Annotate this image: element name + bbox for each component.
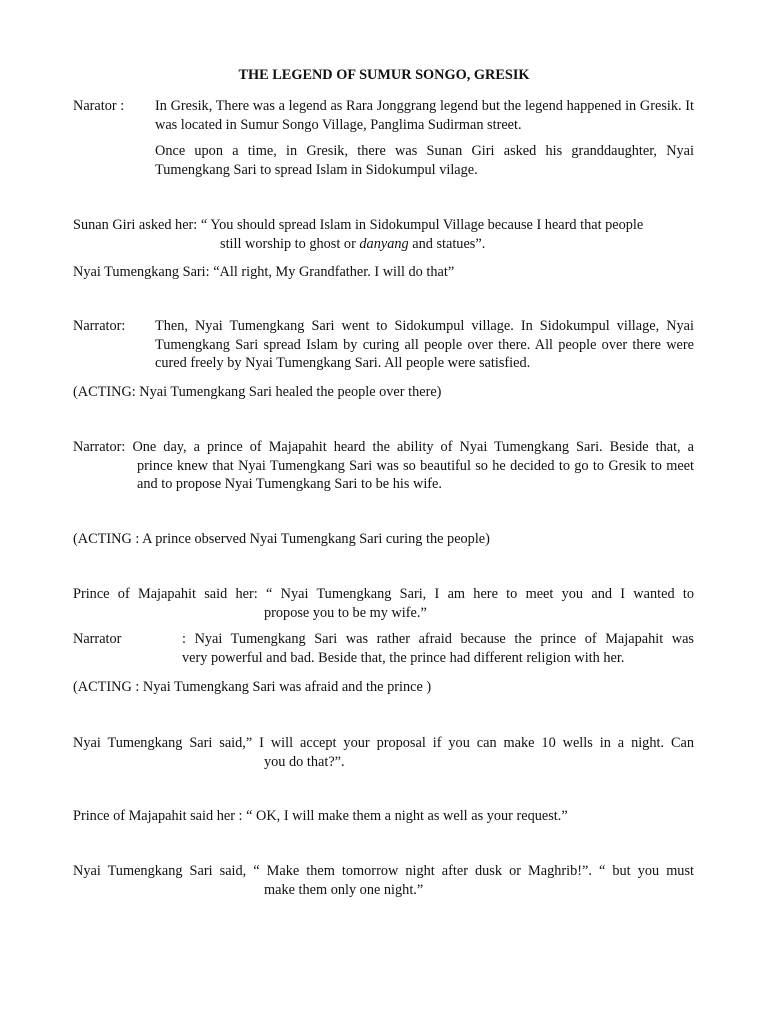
dialogue-block-sunan-giri bbox=[73, 216, 694, 253]
dialogue-line-2: propose you to be my wife.” bbox=[264, 604, 427, 621]
dialogue-line: Nyai Tumengkang Sari said,” I will accept your proposal if you can make 10 wells in a night. Can bbox=[73, 735, 694, 751]
acting-note-3: (ACTING : Nyai Tumengkang Sari was afraid and the prince ) bbox=[73, 679, 432, 695]
dialogue-line: “ You should spread Islam in Sidokumpul Village because I heard that people bbox=[200, 217, 644, 233]
narration-block-1 bbox=[73, 97, 694, 179]
paragraph: Once upon a time, in Gresik, there was Sunan Giri asked his granddaughter, Nyai Tumengkang Sari to spread Islam in Sidokumpul vilage. bbox=[155, 143, 694, 178]
dialogue-block-prince-1 bbox=[73, 585, 694, 622]
dialogue-text: still worship to ghost or bbox=[220, 235, 360, 252]
paragraph-line: : Nyai Tumengkang Sari was rather afraid because the prince of Majapahit was bbox=[182, 631, 694, 647]
paragraph: In Gresik, There was a legend as Rara Jonggrang legend but the legend happened in Gresik. It was located in Sumur Songo Village, Panglima Sudirman street. bbox=[155, 98, 694, 133]
speaker-label: Narrator: bbox=[73, 439, 126, 455]
dialogue-line: Prince of Majapahit said her: “ Nyai Tumengkang Sari, I am here to meet you and I wanted to bbox=[73, 586, 694, 602]
acting-note-2: (ACTING : A prince observed Nyai Tumengkang Sari curing the people) bbox=[73, 531, 490, 547]
dialogue-block-nyai-3 bbox=[73, 862, 694, 899]
dialogue-line-2: you do that?”. bbox=[264, 753, 345, 770]
acting-note-1: (ACTING: Nyai Tumengkang Sari healed the people over there) bbox=[73, 384, 442, 400]
dialogue-line-2: make them only one night.” bbox=[264, 881, 424, 898]
dialogue-emphasis: danyang bbox=[359, 235, 409, 252]
speaker-label: Narrator bbox=[73, 631, 122, 647]
speaker-label: Narator : bbox=[73, 98, 125, 114]
dialogue-text: and statues”. bbox=[408, 235, 486, 252]
speaker-label: Narrator: bbox=[73, 318, 126, 334]
narration-block-4 bbox=[73, 630, 694, 667]
paragraph-line: One day, a prince of Majapahit heard the ability of Nyai Tumengkang Sari. Beside that, a bbox=[132, 439, 695, 455]
dialogue-block-nyai-2 bbox=[73, 734, 694, 771]
dialogue-line: Nyai Tumengkang Sari said, “ Make them tomorrow night after dusk or Maghrib!”. “ but you must bbox=[73, 863, 694, 879]
paragraph: Then, Nyai Tumengkang Sari went to Sidokumpul village. In Sidokumpul village, Nyai Tumengkang Sari spread Islam by curing all people over there. All people over there were cured freely by Nyai Tumengkang Sari. All people were satisfied. bbox=[155, 318, 694, 371]
paragraph: prince knew that Nyai Tumengkang Sari was so beautiful so he decided to go to Gresik to meet and to propose Nyai Tumengkang Sari to be his wife. bbox=[137, 457, 694, 492]
dialogue-block-nyai-1: Nyai Tumengkang Sari: “All right, My Grandfather. I will do that” bbox=[73, 264, 455, 280]
speaker-label: Sunan Giri asked her: bbox=[73, 217, 198, 233]
document-title: THE LEGEND OF SUMUR SONGO, GRESIK bbox=[238, 67, 530, 83]
narration-block-3 bbox=[73, 438, 694, 494]
dialogue-line-2 bbox=[220, 235, 694, 254]
narration-block-2 bbox=[73, 317, 694, 373]
dialogue-block-prince-2: Prince of Majapahit said her : “ OK, I will make them a night as well as your request.” bbox=[73, 808, 568, 824]
paragraph-line: very powerful and bad. Beside that, the prince had different religion with her. bbox=[182, 649, 625, 666]
